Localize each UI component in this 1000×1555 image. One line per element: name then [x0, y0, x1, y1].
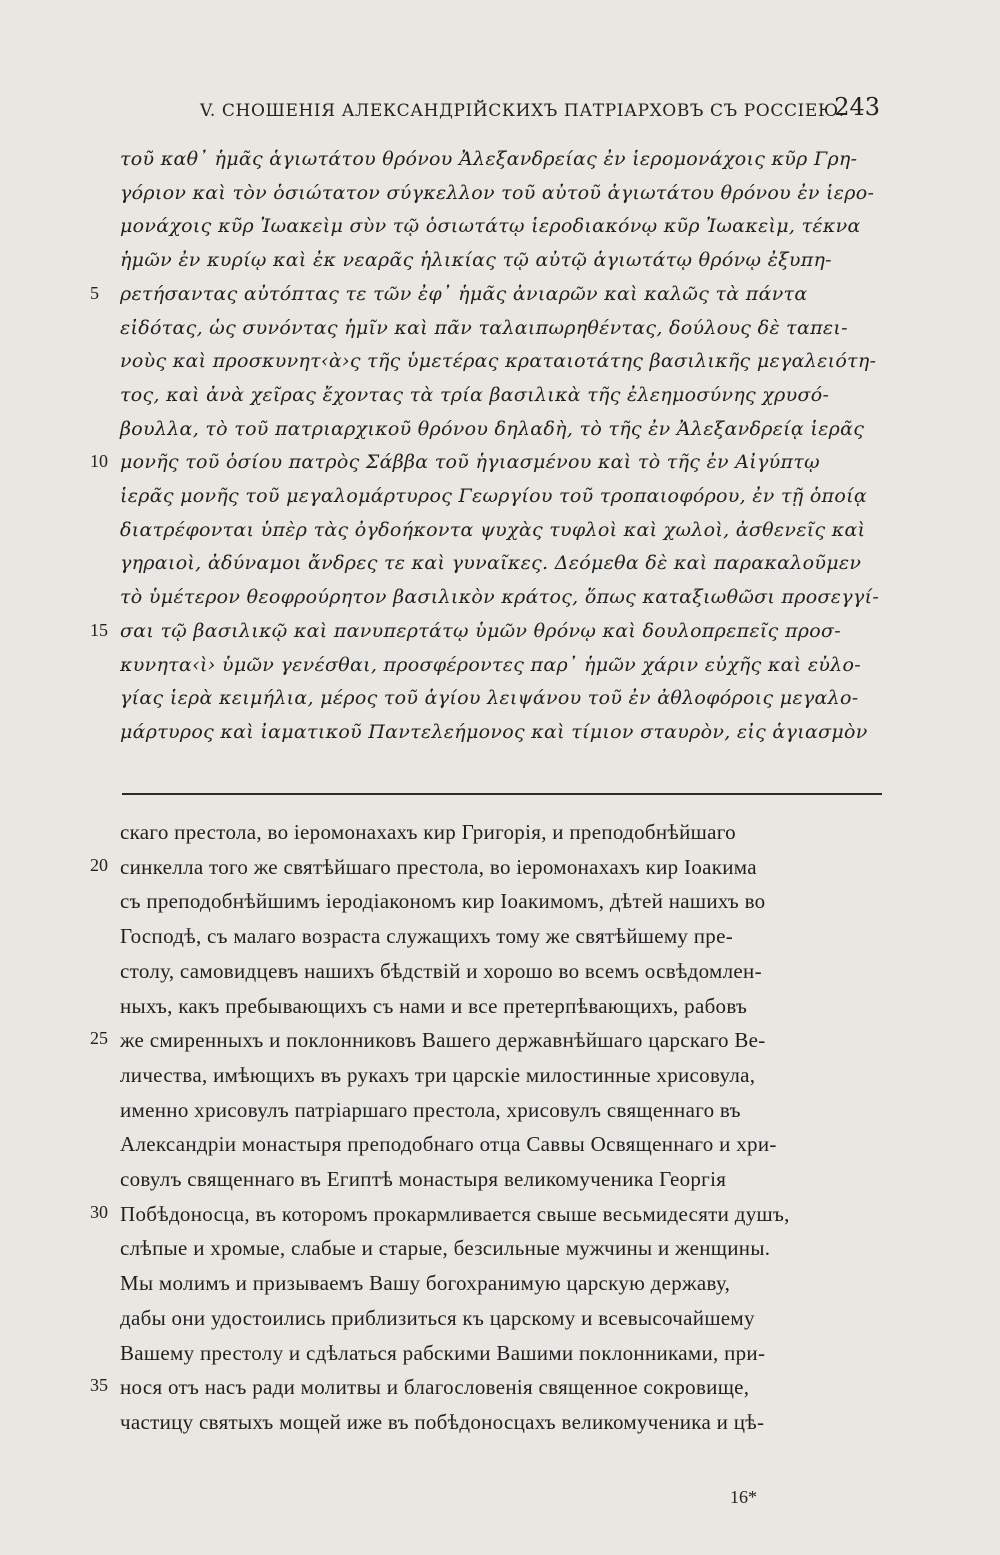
- header-title: V. СНОШЕНІЯ АЛЕКСАНДРІЙСКИХЪ ПАТРІАРХОВЪ СЪ РОССІЕЮ.: [200, 101, 845, 121]
- line-text: τοῦ καθ᾽ ἡμᾶς ἁγιωτάτου θρόνου Ἀλεξανδρείας ἐν ἱερομονάχοις κῦρ Γρη-: [120, 148, 858, 170]
- text-line: [90, 586, 890, 620]
- line-text: ἡμῶν ἐν κυρίῳ καὶ ἐκ νεαρᾶς ἡλικίας τῷ αὐτῷ ἁγιωτάτῳ θρόνῳ ἐξυπη-: [120, 249, 832, 272]
- text-line: [90, 418, 890, 452]
- text-line: [90, 1236, 890, 1270]
- line-text: личества, имѣющихъ въ рукахъ три царскіе милостинные хрисовула,: [120, 1062, 756, 1087]
- signature-mark: 16*: [730, 1487, 757, 1507]
- line-text: Господѣ, съ малаго возраста служащихъ тому же святѣйшему пре-: [120, 924, 734, 949]
- text-line: [90, 959, 890, 993]
- line-text: μονάχοις κῦρ Ἰωακεὶμ σὺν τῷ ὁσιωτάτῳ ἱεροδιακόνῳ κῦρ Ἰωακεὶμ, τέκνα: [120, 215, 861, 238]
- line-text: νοὺς καὶ προσκυνητ‹ὰ›ς τῆς ὑμετέρας κραταιοτάτης βασιλικῆς μεγαλειότη-: [120, 350, 877, 373]
- text-line: [90, 283, 890, 317]
- line-text: εἰδότας, ὡς συνόντας ἡμῖν καὶ πᾶν ταλαιπωρηθέντας, δούλους δὲ ταπει-: [120, 316, 848, 339]
- line-text: γόριον καὶ τὸν ὁσιώτατον σύγκελλον τοῦ αὐτοῦ ἁγιωτάτου θρόνου ἐν ἱερο-: [120, 181, 875, 204]
- text-line: [90, 1202, 890, 1236]
- line-text: дабы они удостоились приблизиться къ царскому и всевысочайшему: [120, 1305, 755, 1330]
- line-text: μονῆς τοῦ ὁσίου πατρὸς Σάββα τοῦ ἡγιασμένου καὶ τὸ τῆς ἐν Αἰγύπτῳ: [120, 451, 820, 474]
- line-text: столу, самовидцевъ нашихъ бѣдствій и хорошо во всемъ освѣдомлен-: [120, 958, 762, 983]
- line-text: μάρτυρος καὶ ἰαματικοῦ Παντελεήμονος καὶ τίμιον σταυρὸν, εἰς ἁγιασμὸν: [120, 720, 868, 743]
- line-text: скаго престола, во іеромонахахъ кир Григорія, и преподобнѣйшаго: [120, 820, 736, 844]
- line-text: ныхъ, какъ пребывающихъ съ нами и все претерпѣвающихъ, рабовъ: [120, 993, 748, 1018]
- text-line: [90, 384, 890, 418]
- text-line: [90, 924, 890, 958]
- line-number: 5: [90, 282, 99, 303]
- text-line: [90, 1375, 890, 1409]
- text-line: [90, 994, 890, 1028]
- text-line: [90, 350, 890, 384]
- line-number: 10: [90, 451, 108, 472]
- line-number: 35: [90, 1375, 108, 1396]
- line-text: ρετήσαντας αὐτόπτας τε τῶν ἐφ᾽ ἡμᾶς ἀνιαρῶν καὶ καλῶς τὰ πάντα: [120, 282, 808, 305]
- line-text: нося отъ насъ ради молитвы и благословенія священное сокровище,: [120, 1375, 750, 1400]
- text-line: [90, 249, 890, 283]
- line-text: синкелла того же святѣйшаго престола, во іеромонахахъ кир Іоакима: [120, 854, 757, 879]
- line-text: γίας ἱερὰ κειμήλια, μέρος τοῦ ἁγίου λειψάνου τοῦ ἐν ἀθλοφόροις μεγαλο-: [120, 687, 859, 710]
- line-text: съ преподобнѣйшимъ іеродіакономъ кир Іоакимомъ, дѣтей нашихъ во: [120, 889, 766, 914]
- text-line: [90, 654, 890, 688]
- text-line: [90, 182, 890, 216]
- line-number: 15: [90, 619, 108, 640]
- text-line: [90, 1167, 890, 1201]
- text-line: [90, 820, 890, 854]
- text-line: [90, 485, 890, 519]
- text-line: [90, 519, 890, 553]
- line-number: 30: [90, 1201, 108, 1222]
- line-text: слѣпые и хромые, слабые и старые, безсильные мужчины и женщины.: [120, 1236, 771, 1261]
- text-line: [90, 451, 890, 485]
- text-line: [90, 855, 890, 889]
- line-text: же смиренныхъ и поклонниковъ Вашего державнѣйшаго царскаго Ве-: [120, 1028, 766, 1053]
- line-text: διατρέφονται ὑπὲρ τὰς ὀγδοήκοντα ψυχὰς τυφλοὶ καὶ χωλοὶ, ἀσθενεῖς καὶ: [120, 518, 866, 541]
- line-number: 20: [90, 854, 108, 875]
- line-text: частицу святыхъ мощей иже въ побѣдоносцахъ великомученика и цѣ-: [120, 1409, 765, 1434]
- text-line: [90, 1132, 890, 1166]
- text-line: [90, 552, 890, 586]
- text-line: [90, 620, 890, 654]
- line-number: 25: [90, 1028, 108, 1049]
- text-line: [90, 215, 890, 249]
- line-text: γηραιοὶ, ἀδύναμοι ἄνδρες τε καὶ γυναῖκες. Δεόμεθα δὲ καὶ παρακαλοῦμεν: [120, 552, 862, 575]
- text-line: [90, 148, 890, 182]
- text-line: [90, 1271, 890, 1305]
- line-text: ἱερᾶς μονῆς τοῦ μεγαλομάρτυρος Γεωργίου τοῦ τροπαιοφόρου, ἐν τῇ ὁποίᾳ: [120, 485, 867, 507]
- separator-rule: [122, 793, 882, 795]
- text-line: [90, 687, 890, 721]
- running-header: [200, 93, 880, 133]
- text-line: [90, 1306, 890, 1340]
- line-text: Александріи монастыря преподобнаго отца Саввы Освященнаго и хри-: [120, 1132, 777, 1157]
- line-text: βουλλα, τὸ τοῦ πατριαρχικοῦ θρόνου δηλαδὴ, τὸ τῆς ἐν Ἀλεξανδρείᾳ ἱερᾶς: [120, 417, 865, 440]
- line-text: κυνητα‹ὶ› ὑμῶν γενέσθαι, προσφέροντες παρ᾽ ἡμῶν χάριν εὐχῆς καὶ εὐλο-: [120, 653, 861, 676]
- line-text: τὸ ὑμέτερον θεοφρούρητον βασιλικὸν κράτος, ὅπως καταξιωθῶσι προσεγγί-: [120, 586, 880, 609]
- page-number: 243: [834, 93, 880, 121]
- line-text: τος, καὶ ἀνὰ χεῖρας ἔχοντας τὰ τρία βασιλικὰ τῆς ἐλεημοσύνης χρυσό-: [120, 383, 830, 406]
- text-line: [90, 1341, 890, 1375]
- line-text: Вашему престолу и сдѣлаться рабскими Вашими поклонниками, при-: [120, 1340, 766, 1365]
- line-text: Мы молимъ и призываемъ Вашу богохранимую царскую державу,: [120, 1271, 731, 1296]
- line-text: Побѣдоносца, въ которомъ прокармливается свыше весьмидесяти душъ,: [120, 1201, 790, 1226]
- line-text: σαι τῷ βασιλικῷ καὶ πανυπερτάτῳ ὑμῶν θρόνῳ καὶ δουλοπρεπεῖς προσ-: [120, 619, 841, 642]
- text-line: [90, 1028, 890, 1062]
- text-line: [90, 889, 890, 923]
- text-line: [90, 317, 890, 351]
- text-line: [90, 1063, 890, 1097]
- line-text: именно хрисовулъ патріаршаго престола, хрисовулъ священнаго въ: [120, 1097, 741, 1122]
- line-text: совулъ священнаго въ Египтѣ монастыря великомученика Георгія: [120, 1167, 727, 1191]
- text-line: [90, 1410, 890, 1444]
- text-line: [90, 1098, 890, 1132]
- text-line: [90, 721, 890, 755]
